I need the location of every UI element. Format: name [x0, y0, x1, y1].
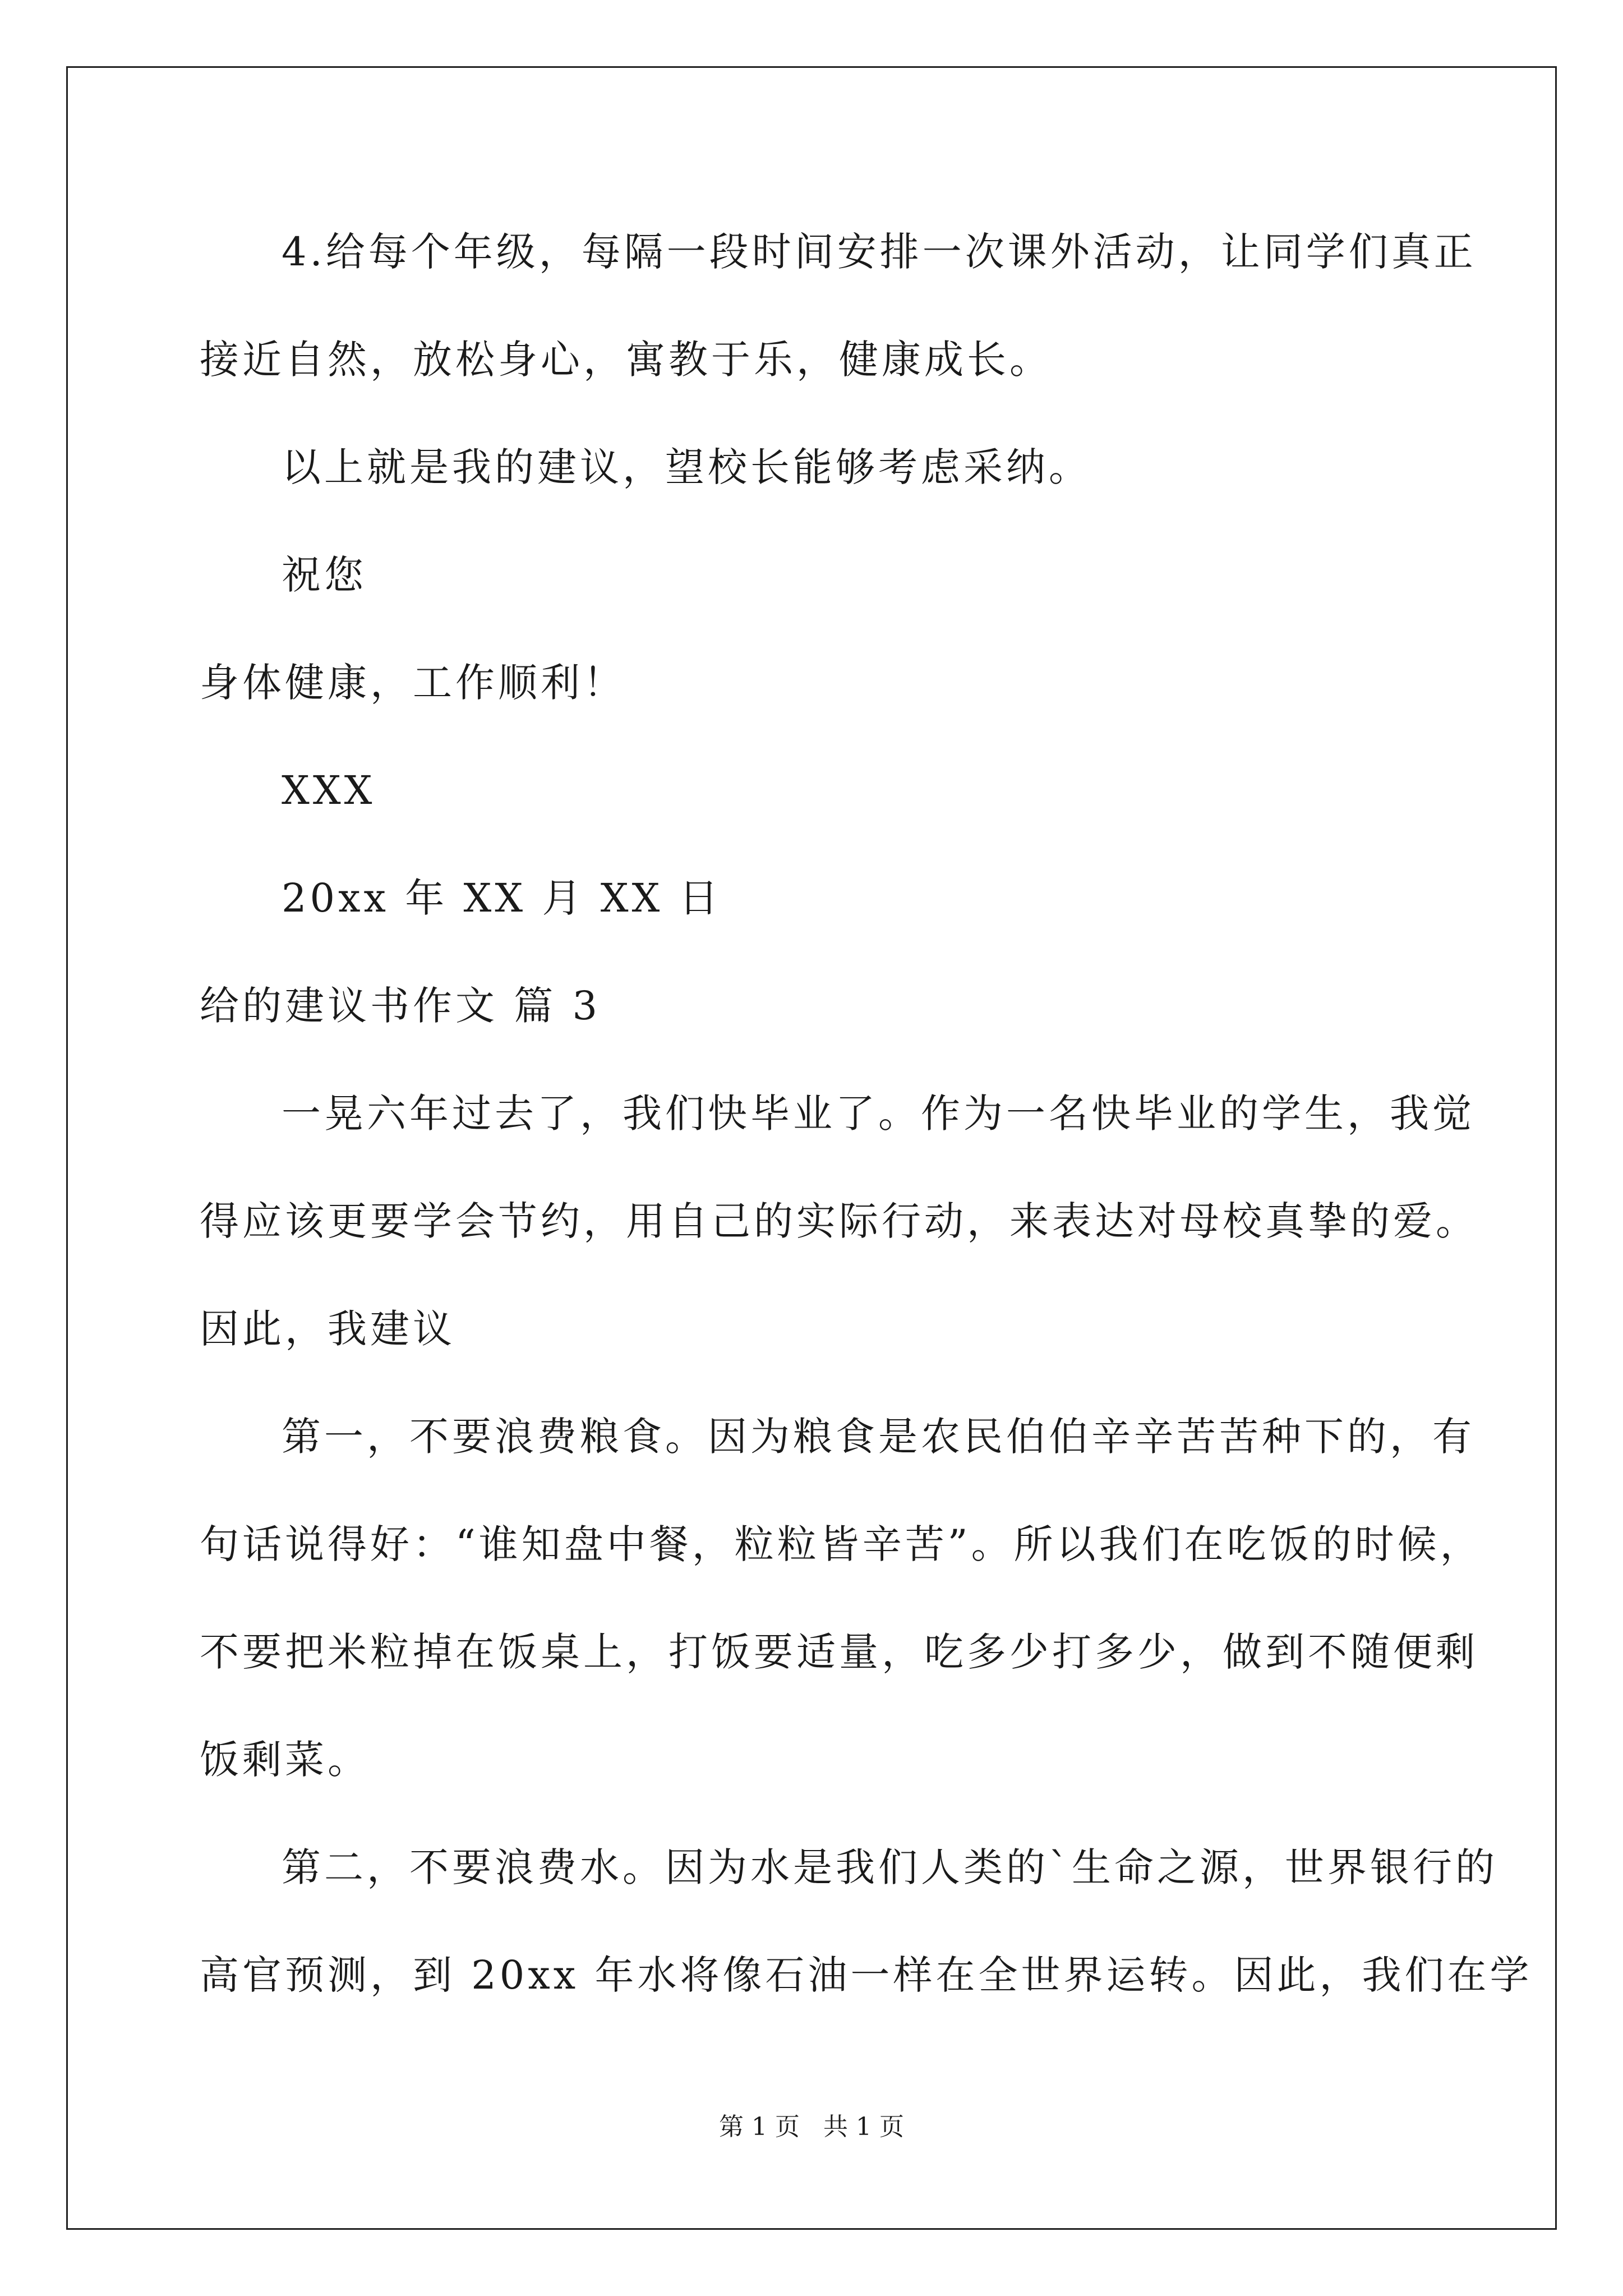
signature-name: XXX	[282, 767, 376, 813]
paragraph-line: 以上就是我的建议，望校长能够考虑采纳。	[282, 444, 1091, 490]
paragraph-line: 第二，不要浪费水。因为水是我们人类的`生命之源，世界银行的	[282, 1844, 1498, 1890]
section-heading: 给的建议书作文 篇 3	[200, 983, 601, 1029]
paragraph-line: 不要把米粒掉在饭桌上，打饭要适量，吃多少打多少，做到不随便剩	[200, 1629, 1478, 1675]
paragraph-line: 句话说得好：“谁知盘中餐，粒粒皆辛苦”。所以我们在吃饭的时候，	[200, 1521, 1483, 1567]
signature-date: 20xx 年 XX 月 XX 日	[282, 875, 722, 921]
paragraph-line: 得应该更要学会节约，用自己的实际行动，来表达对母校真挚的爱。	[200, 1198, 1478, 1244]
paragraph-line: 接近自然，放松身心，寓教于乐，健康成长。	[200, 337, 1052, 383]
paragraph-line: 4.给每个年级，每隔一段时间安排一次课外活动，让同学们真正	[282, 229, 1477, 275]
page-border	[66, 66, 1557, 2230]
paragraph-line: 因此，我建议	[200, 1306, 455, 1352]
paragraph-line: 第一，不要浪费粮食。因为粮食是农民伯伯辛辛苦苦种下的，有	[282, 1414, 1475, 1460]
salutation-line: 祝您	[282, 552, 367, 598]
salutation-line: 身体健康，工作顺利！	[200, 660, 626, 706]
page-number-footer: 第 1 页 共 1 页	[719, 2113, 904, 2141]
paragraph-line: 高官预测，到 20xx 年水将像石油一样在全世界运转。因此，我们在学	[200, 1952, 1533, 1998]
paragraph-line: 饭剩菜。	[200, 1737, 370, 1783]
paragraph-line: 一晃六年过去了，我们快毕业了。作为一名快毕业的学生，我觉	[282, 1091, 1475, 1137]
